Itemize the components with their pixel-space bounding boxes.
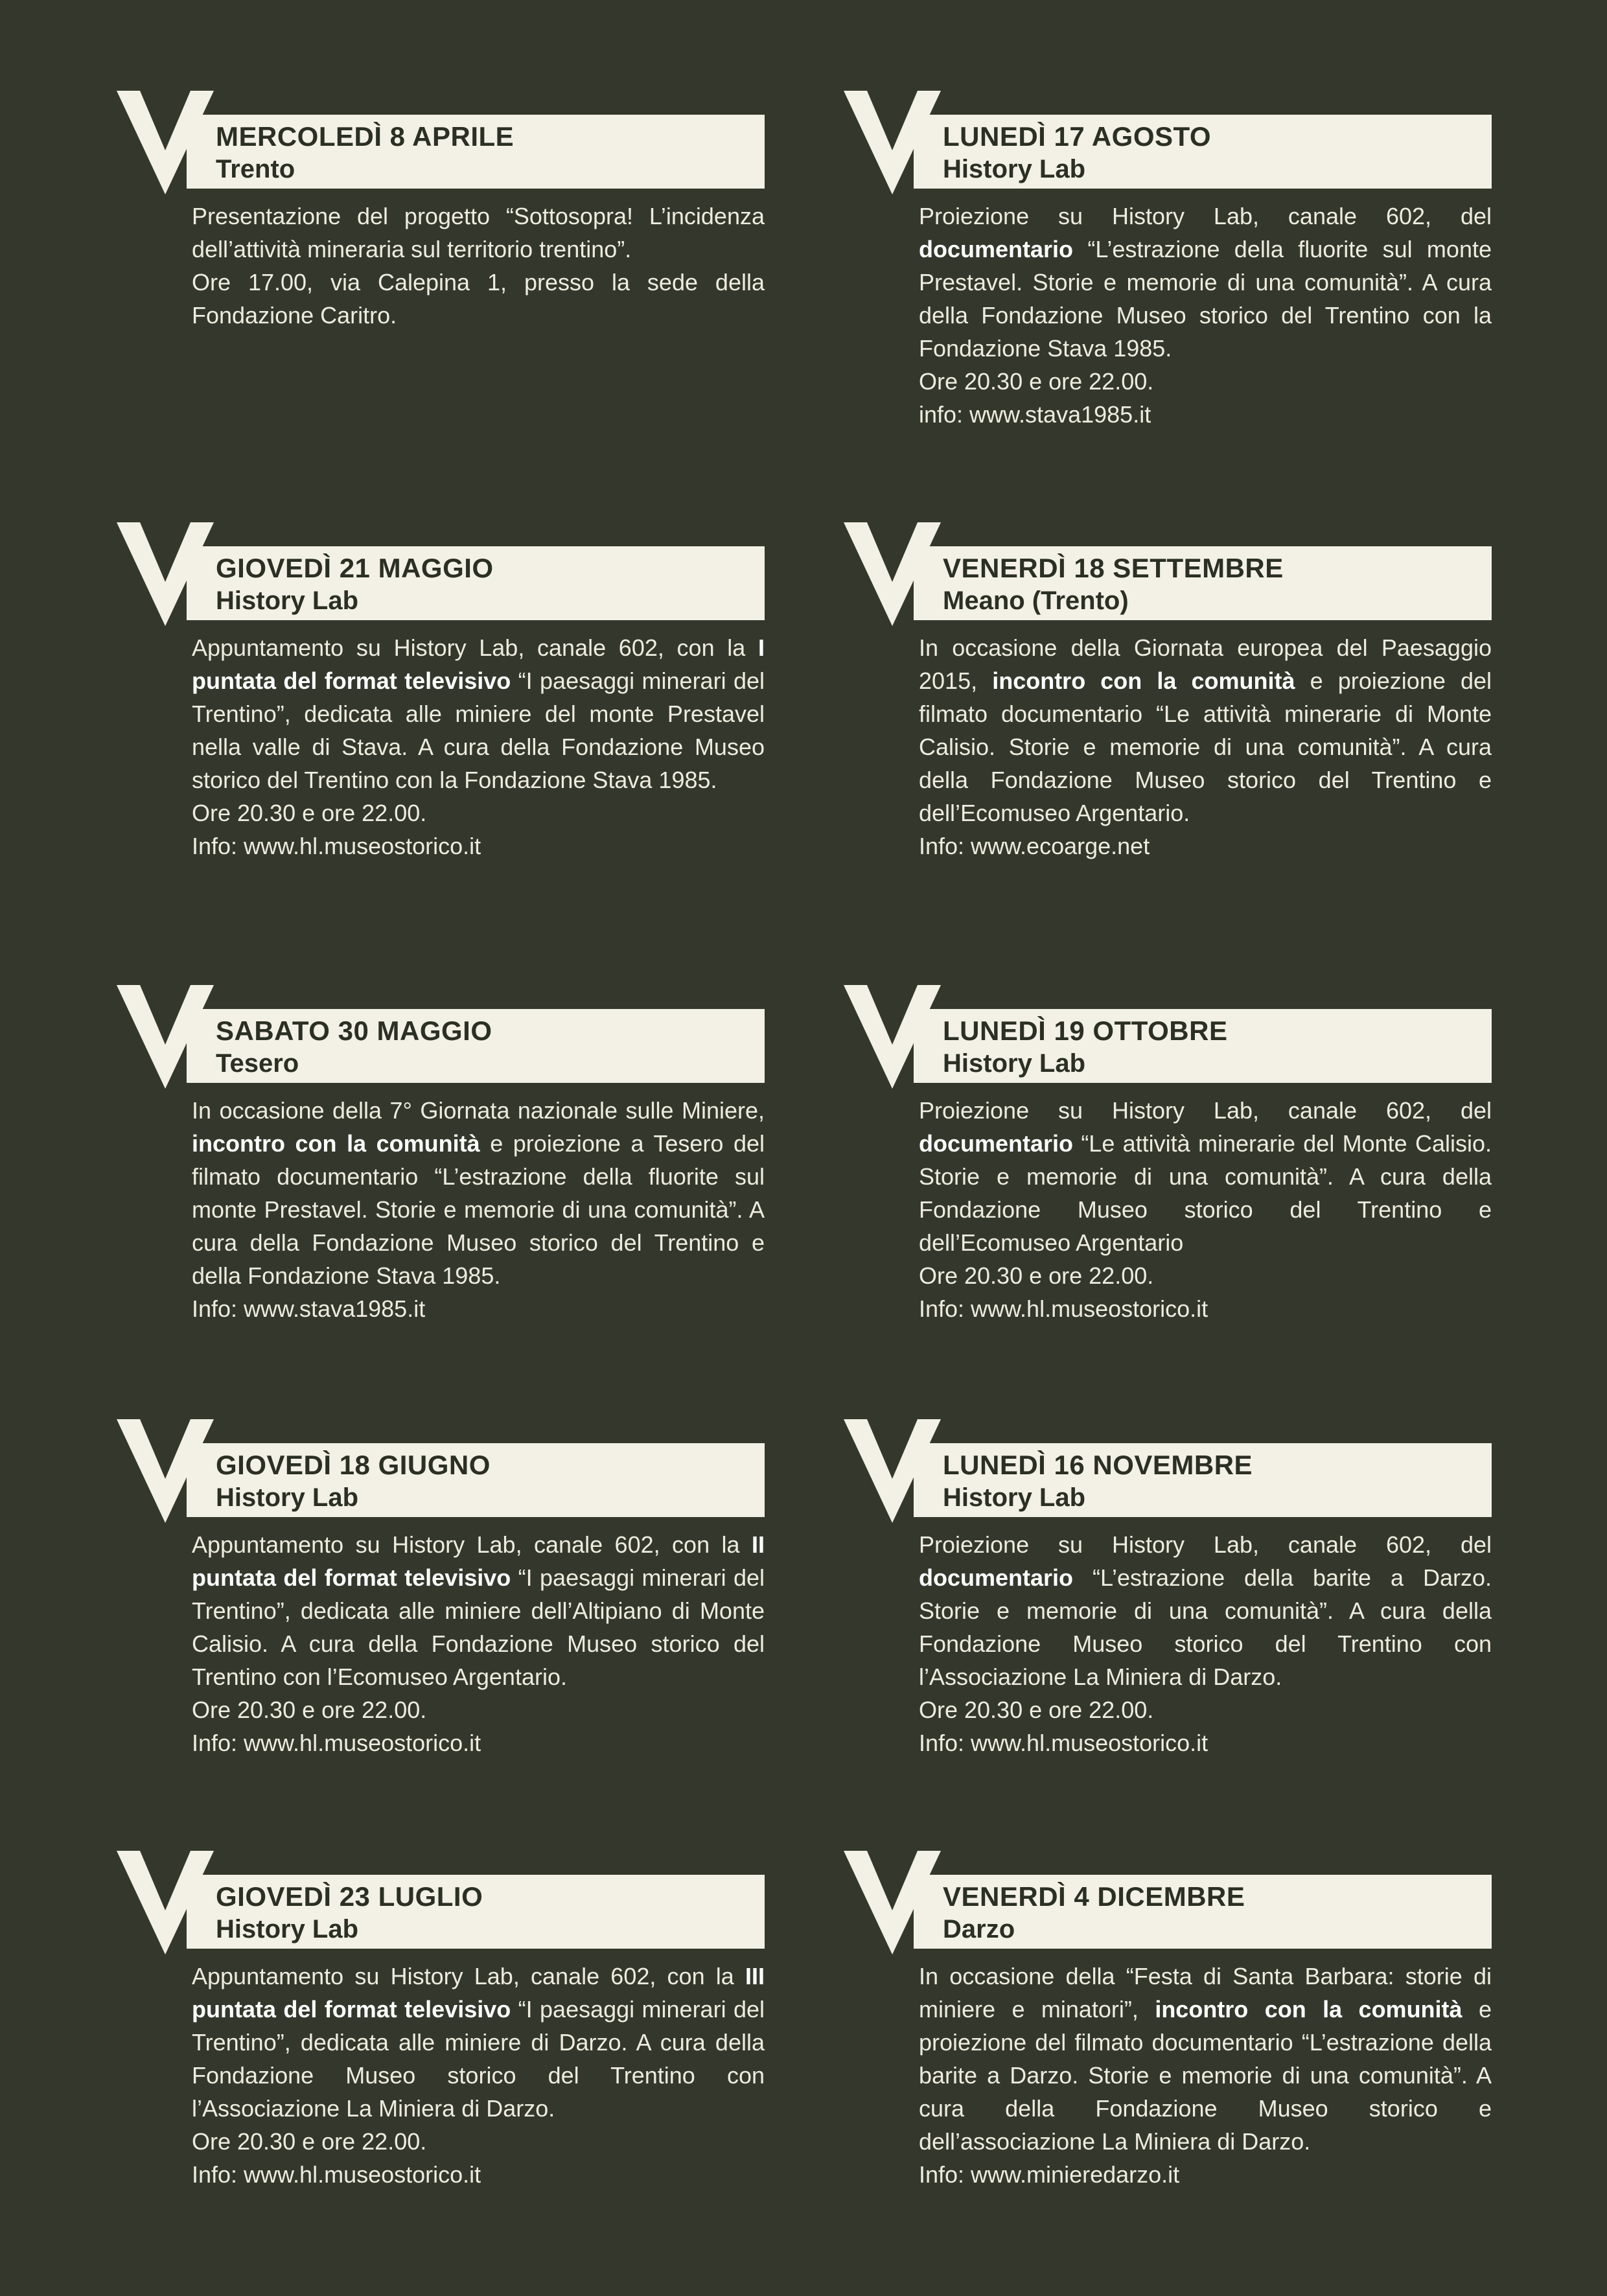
event-date: LUNEDÌ 17 AGOSTO	[943, 121, 1212, 152]
desc-text: e proiezione a Tesero del filmato documentario “L’estrazione della fluorite sul monte Prestavel. Storie e memorie di una comunità”. A cura della Fondazione Museo storico del Trentino e della Fondazione Stava 1985.	[192, 1130, 765, 1289]
event-date: GIOVEDÌ 21 MAGGIO	[216, 553, 494, 583]
event-card	[117, 1851, 816, 2214]
desc-text: In occasione della Giornata europea del Paesaggio 2015,	[919, 634, 1492, 694]
event-description	[919, 631, 1492, 863]
event-info-line: Ore 17.00, via Calepina 1, presso la sede della Fondazione Caritro.	[192, 269, 765, 329]
event-header	[187, 1443, 765, 1517]
desc-text: In occasione della “Festa di Santa Barbara: storie di miniere e minatori”,	[919, 1963, 1492, 2023]
event-info-link[interactable]: Info: www.stava1985.it	[192, 1295, 426, 1322]
desc-highlight: documentario	[919, 1130, 1074, 1157]
event-info-link[interactable]: Info: www.hl.museostorico.it	[192, 2161, 481, 2188]
event-place: Meano (Trento)	[943, 586, 1129, 615]
desc-text: e proiezione del filmato documentario “Le attività minerarie di Monte Calisio. Storie e memorie di una comunità”. A cura della Fondazione Museo storico del Trentino e dell’Ecomuseo Argentario.	[919, 667, 1492, 826]
event-time: Ore 20.30 e ore 22.00.	[192, 2128, 427, 2155]
event-card	[117, 91, 816, 454]
desc-highlight: documentario	[919, 236, 1074, 262]
event-description	[919, 1960, 1492, 2191]
desc-highlight: incontro con la comunità	[192, 1130, 480, 1157]
desc-text: Appuntamento su History Lab, canale 602, con la	[192, 1963, 745, 1989]
event-description	[919, 200, 1492, 431]
event-header	[914, 1443, 1492, 1517]
event-date: LUNEDÌ 19 OTTOBRE	[943, 1015, 1228, 1046]
event-date: VENERDÌ 4 DICEMBRE	[943, 1881, 1245, 1912]
desc-text: Proiezione su History Lab, canale 602, del	[919, 203, 1492, 229]
desc-highlight: incontro con la comunità	[992, 667, 1295, 694]
event-time: Ore 20.30 e ore 22.00.	[192, 1697, 427, 1723]
event-header	[187, 546, 765, 620]
desc-text: Proiezione su History Lab, canale 602, del	[919, 1097, 1492, 1124]
desc-text: “L’estrazione della barite a Darzo. Storie e memorie di una comunità”. A cura della Fondazione Museo storico del Trentino con l’Associazione La Miniera di Darzo.	[919, 1564, 1492, 1690]
event-place: History Lab	[216, 1483, 359, 1512]
event-time: Ore 20.30 e ore 22.00.	[919, 368, 1154, 395]
desc-highlight: I puntata del format televisivo	[192, 634, 765, 694]
event-info-link[interactable]: Info: www.hl.museostorico.it	[192, 1730, 481, 1756]
event-header	[187, 1009, 765, 1083]
event-card	[844, 1851, 1543, 2214]
event-card	[844, 91, 1543, 454]
event-description	[919, 1528, 1492, 1759]
desc-text: Proiezione su History Lab, canale 602, del	[919, 1531, 1492, 1558]
event-place: Darzo	[943, 1915, 1015, 1943]
desc-highlight: II puntata del format televisivo	[192, 1531, 765, 1591]
event-description	[192, 200, 765, 332]
event-time: Ore 20.30 e ore 22.00.	[919, 1262, 1154, 1289]
event-header	[914, 546, 1492, 620]
event-place: Trento	[216, 155, 295, 183]
desc-text: e proiezione del filmato documentario “L’estrazione della barite a Darzo. Storie e memorie di una comunità”. A cura della Fondazione Museo storico e dell’associazione La Miniera di Darzo.	[919, 1996, 1492, 2155]
event-time: Ore 20.30 e ore 22.00.	[192, 800, 427, 826]
event-card	[117, 522, 816, 885]
event-place: History Lab	[943, 1483, 1086, 1512]
event-date: MERCOLEDÌ 8 APRILE	[216, 121, 514, 152]
event-info-link[interactable]: Info: www.hl.museostorico.it	[192, 833, 481, 859]
event-header	[187, 115, 765, 189]
desc-text: “I paesaggi minerari del Trentino”, dedicata alle miniere di Darzo. A cura della Fondazione Museo storico del Trentino con l’Associazione La Miniera di Darzo.	[192, 1996, 765, 2122]
event-date: GIOVEDÌ 23 LUGLIO	[216, 1881, 483, 1912]
desc-text: Appuntamento su History Lab, canale 602, con la	[192, 634, 758, 661]
desc-text: Presentazione del progetto “Sottosopra! L’incidenza dell’attività mineraria sul territorio trentino”.	[192, 203, 765, 262]
desc-text: “Le attività minerarie del Monte Calisio. Storie e memorie di una comunità”. A cura della Fondazione Museo storico del Trentino e dell’Ecomuseo Argentario	[919, 1130, 1492, 1256]
desc-highlight: incontro con la comunità	[1155, 1996, 1462, 2023]
desc-text: “L’estrazione della fluorite sul monte Prestavel. Storie e memorie di una comunità”. A cura della Fondazione Museo storico del Trentino con la Fondazione Stava 1985.	[919, 236, 1492, 362]
desc-text: “I paesaggi minerari del Trentino”, dedicata alle miniere del monte Prestavel nella valle di Stava. A cura della Fondazione Museo storico del Trentino con la Fondazione Stava 1985.	[192, 667, 765, 793]
event-info-link[interactable]: Info: www.hl.museostorico.it	[919, 1295, 1208, 1322]
desc-highlight: documentario	[919, 1564, 1074, 1591]
event-description	[192, 1094, 765, 1325]
event-card	[117, 985, 816, 1348]
event-header	[914, 1009, 1492, 1083]
event-place: History Lab	[216, 1915, 359, 1943]
event-info-link[interactable]: Info: www.hl.museostorico.it	[919, 1730, 1208, 1756]
event-time: Ore 20.30 e ore 22.00.	[919, 1697, 1154, 1723]
event-description	[919, 1094, 1492, 1325]
event-description	[192, 631, 765, 863]
event-date: LUNEDÌ 16 NOVEMBRE	[943, 1450, 1253, 1480]
event-card	[117, 1419, 816, 1782]
event-header	[187, 1875, 765, 1949]
desc-text: Appuntamento su History Lab, canale 602, con la	[192, 1531, 752, 1558]
event-place: History Lab	[943, 155, 1086, 183]
event-place: History Lab	[943, 1049, 1086, 1078]
event-card	[844, 1419, 1543, 1782]
desc-highlight: III puntata del format televisivo	[192, 1963, 765, 2023]
event-date: GIOVEDÌ 18 GIUGNO	[216, 1450, 491, 1480]
desc-text: In occasione della 7° Giornata nazionale sulle Miniere,	[192, 1097, 765, 1124]
event-place: History Lab	[216, 586, 359, 615]
event-header	[914, 1875, 1492, 1949]
event-place: Tesero	[216, 1049, 299, 1078]
event-card	[844, 985, 1543, 1348]
event-card	[844, 522, 1543, 885]
event-date: SABATO 30 MAGGIO	[216, 1015, 492, 1046]
event-description	[192, 1960, 765, 2191]
event-header	[914, 115, 1492, 189]
event-info-link[interactable]: Info: www.minieredarzo.it	[919, 2161, 1180, 2188]
event-info-link[interactable]: info: www.stava1985.it	[919, 401, 1151, 428]
desc-text: “I paesaggi minerari del Trentino”, dedicata alle miniere dell’Altipiano di Monte Calisio. A cura della Fondazione Museo storico del Trentino con l’Ecomuseo Argentario.	[192, 1564, 765, 1690]
event-info-link[interactable]: Info: www.ecoarge.net	[919, 833, 1150, 859]
event-description	[192, 1528, 765, 1759]
event-date: VENERDÌ 18 SETTEMBRE	[943, 553, 1284, 583]
